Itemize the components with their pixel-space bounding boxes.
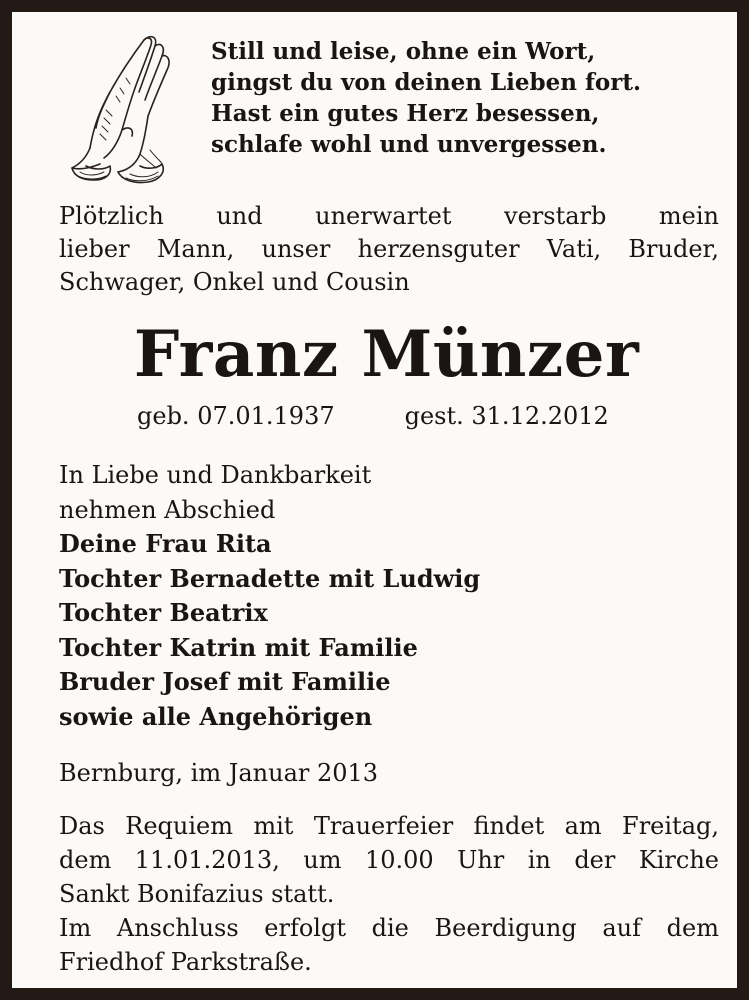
mourner-name: Tochter Beatrix [59,598,268,627]
requiem-notice [59,809,719,979]
poem-line: Still und leise, ohne ein Wort, [211,38,596,65]
death-announcement [59,200,719,299]
poem [211,36,641,160]
poem-line: gingst du von deinen Lieben fort. [211,69,641,96]
announcement-line: Schwager, Onkel und Cousin [59,268,410,296]
mourner-name: Deine Frau Rita [59,529,272,558]
requiem-line: Friedhof Parkstraße. [59,948,312,976]
mourners-intro-line: In Liebe und Dankbarkeit [59,461,372,489]
requiem-line: Das Requiem mit Trauerfeier findet am Freitag, [59,812,719,840]
requiem-line: Sankt Bonifazius statt. [59,880,335,908]
poem-line: schlafe wohl und unvergessen. [211,131,607,158]
requiem-line: dem 11.01.2013, um 10.00 Uhr in der Kirche [59,846,719,874]
life-dates [137,400,609,432]
mourner-name: Bruder Josef mit Familie [59,667,391,696]
deceased-name: Franz Münzer [133,317,640,392]
announcement-line: Plötzlich und unerwartet verstarb mein [59,202,719,230]
mourner-name: sowie alle Angehörigen [59,701,373,731]
mourners-intro-line: nehmen Abschied [59,495,276,524]
death-date: gest. 31.12.2012 [404,402,609,430]
mourner-name: Tochter Katrin mit Familie [59,632,418,662]
poem-line: Hast ein gutes Herz besessen, [211,100,600,127]
mourners-list [59,458,480,734]
praying-hands-icon [60,30,178,188]
announcement-line: lieber Mann, unser herzensguter Vati, Bruder, [59,235,719,263]
place-and-date: Bernburg, im Januar 2013 [59,759,379,787]
requiem-line: Im Anschluss erfolgt die Beerdigung auf dem [59,914,719,942]
mourner-name: Tochter Bernadette mit Ludwig [59,563,481,593]
birth-date: geb. 07.01.1937 [137,402,335,430]
